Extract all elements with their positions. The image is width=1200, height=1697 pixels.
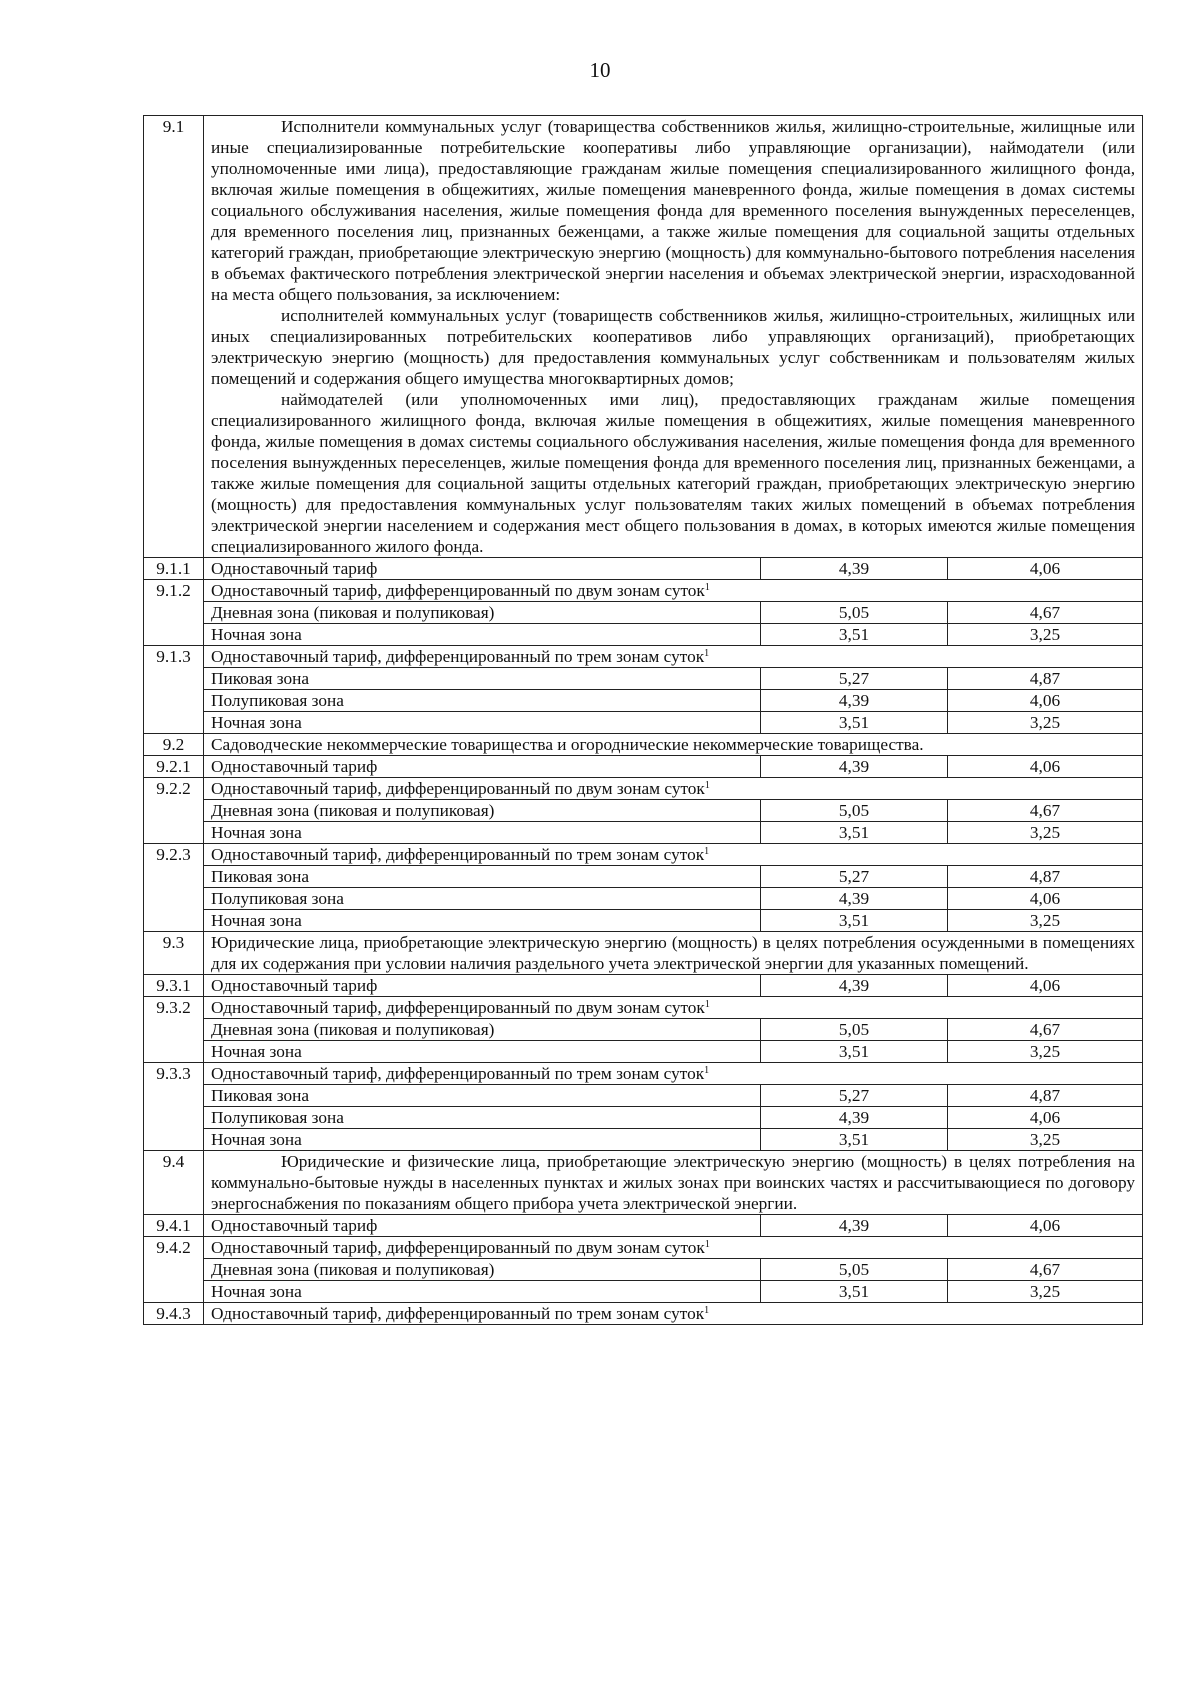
tariff-label [204, 997, 1143, 1019]
zone-value-1: 5,27 [761, 668, 948, 690]
zone-number-cell [144, 1129, 204, 1151]
zone-value-2: 4,87 [948, 668, 1143, 690]
page-number: 10 [589, 58, 611, 82]
zone-row [144, 866, 1143, 888]
tariff-label-text: Одноставочный тариф, дифференцированный по двум зонам суток [211, 779, 705, 798]
tariff-number: 9.1.1 [144, 558, 204, 580]
section-row [144, 1151, 1143, 1215]
tariff-number: 9.2.3 [144, 844, 204, 866]
tariff-value-2: 4,06 [948, 558, 1143, 580]
zone-value-2: 4,67 [948, 800, 1143, 822]
zone-value-1: 3,51 [761, 822, 948, 844]
section-number: 9.2 [144, 734, 204, 756]
zone-value-2: 4,87 [948, 866, 1143, 888]
section-paragraph: Садоводческие некоммерческие товарищества и огороднические некоммерческие товарищества. [211, 735, 924, 754]
section-number: 9.1 [144, 116, 204, 558]
zone-row [144, 1281, 1143, 1303]
zone-value-1: 5,27 [761, 1085, 948, 1107]
tariff-value-1: 4,39 [761, 756, 948, 778]
zone-row [144, 712, 1143, 734]
tariff-number: 9.3.2 [144, 997, 204, 1019]
footnote-mark: 1 [704, 780, 710, 791]
footnote-mark: 1 [704, 846, 710, 857]
tariff-row [144, 778, 1143, 800]
section-row [144, 932, 1143, 975]
tariff-label: Одноставочный тариф [204, 1215, 761, 1237]
zone-label: Ночная зона [204, 1041, 761, 1063]
tariff-value-2: 4,06 [948, 1215, 1143, 1237]
zone-label: Пиковая зона [204, 1085, 761, 1107]
tariff-label [204, 844, 1143, 866]
zone-label: Ночная зона [204, 624, 761, 646]
zone-row [144, 800, 1143, 822]
tariff-label: Одноставочный тариф [204, 975, 761, 997]
zone-value-1: 3,51 [761, 910, 948, 932]
tariff-label [204, 1303, 1143, 1325]
zone-value-2: 3,25 [948, 910, 1143, 932]
zone-label: Ночная зона [204, 822, 761, 844]
tariff-table [143, 115, 1143, 1325]
tariff-row [144, 1303, 1143, 1325]
zone-value-1: 5,05 [761, 602, 948, 624]
zone-label: Дневная зона (пиковая и полупиковая) [204, 800, 761, 822]
tariff-value-1: 4,39 [761, 1215, 948, 1237]
section-paragraph: исполнителей коммунальных услуг (товариществ собственников жилья, жилищно-строительных, жилищных или иных специализированных потребительских кооперативов либо управляющих организаций), приобретающих электрическую энергию (мощность) для предоставления коммунальных услуг собственникам и пользователям жилых помещений и содержания общего имущества многоквартирных домов; [211, 306, 1136, 388]
zone-row [144, 624, 1143, 646]
zone-value-2: 4,67 [948, 1019, 1143, 1041]
tariff-value-1: 4,39 [761, 975, 948, 997]
tariff-label [204, 580, 1143, 602]
footnote-mark: 1 [704, 582, 710, 593]
zone-row [144, 822, 1143, 844]
zone-value-1: 3,51 [761, 1041, 948, 1063]
section-number: 9.4 [144, 1151, 204, 1215]
section-description [204, 932, 1143, 975]
zone-number-cell [144, 822, 204, 844]
zone-row [144, 888, 1143, 910]
tariff-row [144, 1063, 1143, 1085]
tariff-label-text: Одноставочный тариф, дифференцированный по двум зонам суток [211, 1238, 705, 1257]
zone-number-cell [144, 712, 204, 734]
zone-number-cell [144, 910, 204, 932]
zone-row [144, 1259, 1143, 1281]
tariff-number: 9.4.3 [144, 1303, 204, 1325]
zone-number-cell [144, 866, 204, 888]
zone-value-1: 3,51 [761, 712, 948, 734]
section-paragraph: Юридические и физические лица, приобретающие электрическую энергию (мощность) в целях потребления на коммунально-бытовые нужды в населенных пунктах и жилых зонах при воинских частях и рассчитывающиеся по договору энергоснабжения по показаниям общего прибора учета электрической энергии. [211, 1152, 1136, 1213]
zone-number-cell [144, 1085, 204, 1107]
tariff-label-text: Одноставочный тариф, дифференцированный по трем зонам суток [211, 845, 705, 864]
zone-number-cell [144, 1259, 204, 1281]
zone-value-2: 3,25 [948, 624, 1143, 646]
zone-value-1: 5,27 [761, 866, 948, 888]
tariff-label-text: Одноставочный тариф, дифференцированный по трем зонам суток [211, 1304, 705, 1323]
tariff-label: Одноставочный тариф [204, 558, 761, 580]
tariff-label-text: Одноставочный тариф, дифференцированный по трем зонам суток [211, 647, 705, 666]
section-row [144, 734, 1143, 756]
tariff-row [144, 558, 1143, 580]
zone-value-1: 4,39 [761, 1107, 948, 1129]
zone-number-cell [144, 690, 204, 712]
tariff-row [144, 646, 1143, 668]
zone-number-cell [144, 800, 204, 822]
zone-value-2: 4,06 [948, 888, 1143, 910]
zone-label: Дневная зона (пиковая и полупиковая) [204, 1259, 761, 1281]
zone-row [144, 602, 1143, 624]
tariff-label-text: Одноставочный тариф, дифференцированный по трем зонам суток [211, 1064, 705, 1083]
footnote-mark: 1 [704, 1239, 710, 1250]
zone-row [144, 1019, 1143, 1041]
tariff-number: 9.4.2 [144, 1237, 204, 1259]
tariff-row [144, 844, 1143, 866]
zone-number-cell [144, 1019, 204, 1041]
zone-label: Дневная зона (пиковая и полупиковая) [204, 1019, 761, 1041]
section-description [204, 1151, 1143, 1215]
zone-value-1: 3,51 [761, 1281, 948, 1303]
tariff-label-text: Одноставочный тариф, дифференцированный по двум зонам суток [211, 998, 705, 1017]
tariff-row [144, 1215, 1143, 1237]
section-paragraph: наймодателей (или уполномоченных ими лиц), предоставляющих гражданам жилые помещения специализированного жилищного фонда, включая жилые помещения в общежитиях, жилые помещения маневренного фонда, жилые помещения в домах системы социального обслуживания населения, жилые помещения фонда для временного поселения вынужденных переселенцев, жилые помещения фонда для временного поселения лиц, признанных беженцами, а также жилые помещения для социальной защиты отдельных категорий граждан, приобретающих электрическую энергию (мощность) для предоставления коммунальных услуг пользователям таких жилых помещений в объемах потребления электрической энергии населением и содержания мест общего пользования в домах, в которых имеются жилые помещения специализированного жилого фонда. [211, 390, 1136, 556]
footnote-mark: 1 [704, 648, 710, 659]
tariff-label [204, 1063, 1143, 1085]
tariff-number: 9.2.2 [144, 778, 204, 800]
tariff-label [204, 1237, 1143, 1259]
tariff-row [144, 1237, 1143, 1259]
section-description [204, 116, 1143, 558]
zone-value-1: 3,51 [761, 624, 948, 646]
zone-value-2: 4,06 [948, 1107, 1143, 1129]
tariff-number: 9.4.1 [144, 1215, 204, 1237]
zone-number-cell [144, 1281, 204, 1303]
zone-row [144, 1107, 1143, 1129]
zone-row [144, 668, 1143, 690]
zone-value-2: 3,25 [948, 712, 1143, 734]
tariff-number: 9.2.1 [144, 756, 204, 778]
zone-value-2: 3,25 [948, 1129, 1143, 1151]
zone-row [144, 1041, 1143, 1063]
zone-value-1: 5,05 [761, 800, 948, 822]
tariff-number: 9.3.1 [144, 975, 204, 997]
tariff-value-1: 4,39 [761, 558, 948, 580]
zone-label: Пиковая зона [204, 668, 761, 690]
tariff-value-2: 4,06 [948, 975, 1143, 997]
zone-label: Полупиковая зона [204, 690, 761, 712]
tariff-label [204, 778, 1143, 800]
section-row [144, 116, 1143, 558]
zone-number-cell [144, 668, 204, 690]
section-paragraph: Юридические лица, приобретающие электрическую энергию (мощность) в целях потребления осужденными в помещениях для их содержания при условии наличия раздельного учета электрической энергии для указанных помещений. [211, 933, 1136, 973]
zone-value-2: 3,25 [948, 1281, 1143, 1303]
zone-number-cell [144, 888, 204, 910]
zone-label: Полупиковая зона [204, 888, 761, 910]
section-number: 9.3 [144, 932, 204, 975]
tariff-label [204, 646, 1143, 668]
zone-number-cell [144, 1041, 204, 1063]
zone-value-1: 3,51 [761, 1129, 948, 1151]
zone-label: Ночная зона [204, 1281, 761, 1303]
tariff-label-text: Одноставочный тариф, дифференцированный по двум зонам суток [211, 581, 705, 600]
zone-value-2: 4,87 [948, 1085, 1143, 1107]
tariff-row [144, 580, 1143, 602]
zone-value-1: 4,39 [761, 690, 948, 712]
tariff-row [144, 756, 1143, 778]
zone-label: Ночная зона [204, 1129, 761, 1151]
zone-value-2: 4,06 [948, 690, 1143, 712]
zone-label: Дневная зона (пиковая и полупиковая) [204, 602, 761, 624]
tariff-number: 9.1.2 [144, 580, 204, 602]
zone-row [144, 690, 1143, 712]
zone-label: Полупиковая зона [204, 1107, 761, 1129]
footnote-mark: 1 [704, 999, 710, 1010]
zone-label: Пиковая зона [204, 866, 761, 888]
tariff-value-2: 4,06 [948, 756, 1143, 778]
footnote-mark: 1 [704, 1305, 710, 1316]
zone-number-cell [144, 624, 204, 646]
zone-row [144, 1129, 1143, 1151]
zone-value-2: 4,67 [948, 602, 1143, 624]
zone-value-2: 3,25 [948, 822, 1143, 844]
tariff-row [144, 975, 1143, 997]
zone-value-1: 4,39 [761, 888, 948, 910]
section-description [204, 734, 1143, 756]
zone-value-2: 4,67 [948, 1259, 1143, 1281]
zone-label: Ночная зона [204, 910, 761, 932]
tariff-label: Одноставочный тариф [204, 756, 761, 778]
zone-value-1: 5,05 [761, 1019, 948, 1041]
zone-number-cell [144, 1107, 204, 1129]
zone-value-1: 5,05 [761, 1259, 948, 1281]
tariff-number: 9.1.3 [144, 646, 204, 668]
tariff-number: 9.3.3 [144, 1063, 204, 1085]
zone-value-2: 3,25 [948, 1041, 1143, 1063]
footnote-mark: 1 [704, 1065, 710, 1076]
zone-row [144, 910, 1143, 932]
zone-label: Ночная зона [204, 712, 761, 734]
zone-number-cell [144, 602, 204, 624]
tariff-row [144, 997, 1143, 1019]
section-paragraph: Исполнители коммунальных услуг (товарищества собственников жилья, жилищно-строительные, жилищные или иные специализированные потребительские кооперативы либо управляющие организации), наймодатели (или уполномоченные ими лица), предоставляющие гражданам жилые помещения специализированного жилищного фонда, включая жилые помещения в общежитиях, жилые помещения маневренного фонда, жилые помещения в домах системы социального обслуживания населения, жилые помещения фонда для временного поселения вынужденных переселенцев, для временного поселения лиц, признанных беженцами, а также жилые помещения для социальной защиты отдельных категорий граждан, приобретающие электрическую энергию (мощность) для коммунально-бытового потребления населения в объемах фактического потребления электрической энергии населения и объемах электрической энергии, израсходованной на места общего пользования, за исключением: [211, 117, 1136, 304]
zone-row [144, 1085, 1143, 1107]
